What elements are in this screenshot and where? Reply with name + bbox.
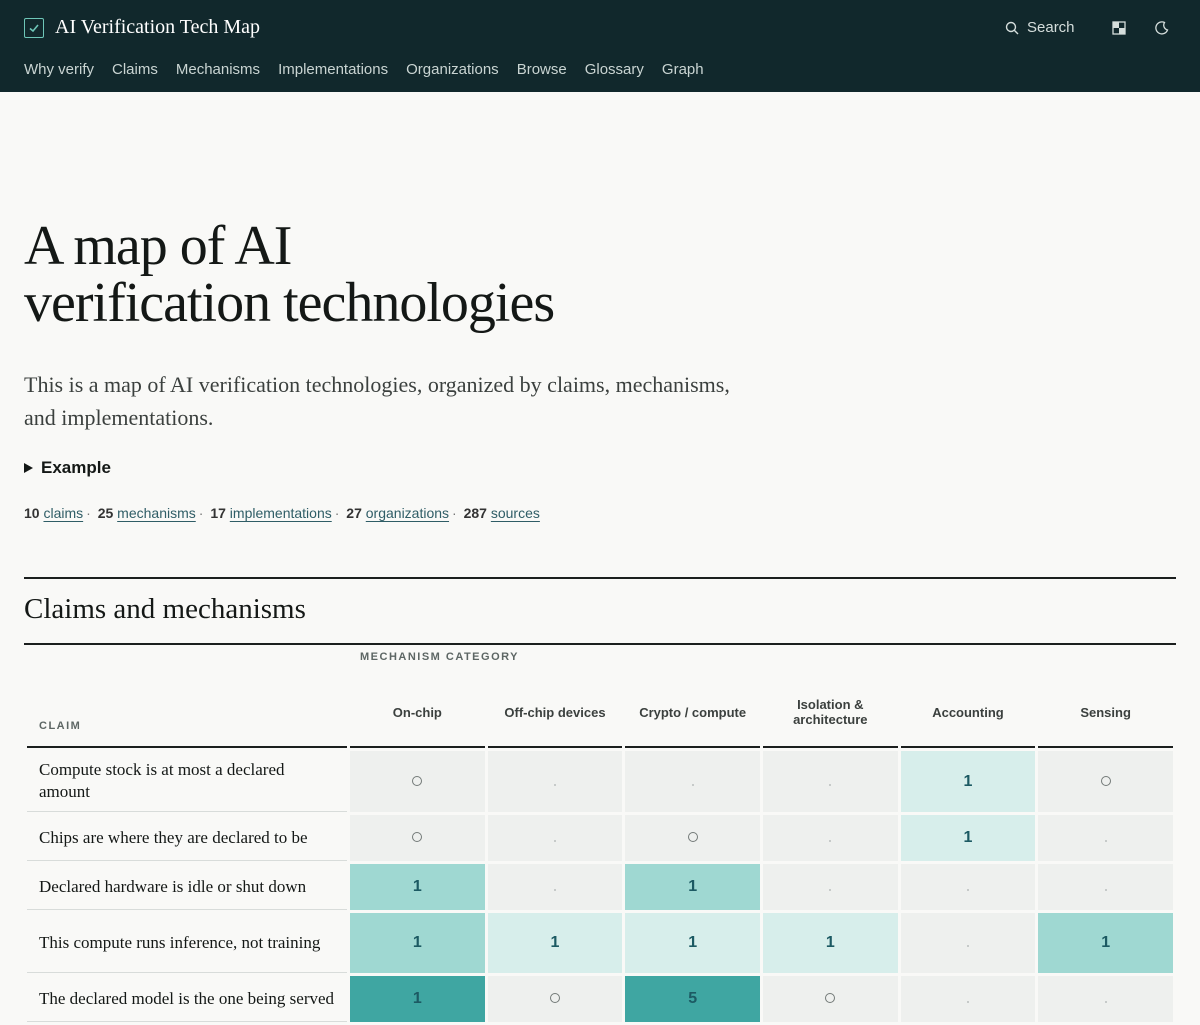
matrix-cell[interactable] [625,751,760,812]
matrix-cell[interactable]: 1 [1038,913,1173,973]
matrix-cell[interactable] [763,864,898,910]
main-content [0,92,1200,1025]
matrix-cell[interactable]: 1 [901,815,1036,861]
column-header-crypto-compute[interactable]: Crypto / compute [625,678,760,748]
empty-dot-icon [829,784,831,786]
stat-link-mechanisms[interactable]: mechanisms [117,505,196,521]
disclosure-triangle-icon [24,463,33,473]
column-header-accounting[interactable]: Accounting [901,678,1036,748]
layout-toggle-button[interactable] [1111,20,1127,36]
example-label: Example [41,458,111,477]
search-label: Search [1027,19,1075,36]
matrix-cell[interactable] [488,976,623,1022]
stat-link-implementations[interactable]: implementations [229,505,332,521]
empty-dot-icon [829,840,831,842]
stat-link-sources[interactable]: sources [490,505,540,521]
matrix-cell[interactable] [488,815,623,861]
matrix-cell[interactable]: 1 [901,751,1036,812]
matrix-cell[interactable]: 1 [350,864,485,910]
empty-dot-icon [1105,889,1107,891]
empty-dot-icon [967,1001,969,1003]
empty-dot-icon [692,784,694,786]
section-rule [24,643,1176,645]
layout-icon [1112,21,1126,35]
empty-dot-icon [967,945,969,947]
claim-column-header: CLAIM [27,678,347,748]
stat-count: 287 [463,505,487,521]
matrix-cell[interactable] [901,864,1036,910]
app-title: AI Verification Tech Map [55,16,261,38]
partial-ring-icon [412,832,422,842]
mechanism-category-label: MECHANISM CATEGORY [360,651,519,663]
nav-implementations[interactable]: Implementations [278,61,389,78]
empty-dot-icon [1105,1001,1107,1003]
claims-mechanisms-section [24,577,1176,1025]
matrix-cell[interactable] [763,751,898,812]
matrix-cell[interactable] [901,976,1036,1022]
search-button[interactable] [1005,19,1075,36]
page-title-line2: verification technologies [24,272,555,334]
search-icon [1005,21,1019,35]
matrix-cell[interactable] [763,815,898,861]
claim-label[interactable]: Declared hardware is idle or shut down [27,864,347,910]
table-row [27,913,1173,973]
matrix-cell[interactable] [350,751,485,812]
column-header-on-chip[interactable]: On-chip [350,678,485,748]
table-row [27,976,1173,1022]
table-row [27,864,1173,910]
matrix-cell[interactable] [1038,864,1173,910]
nav-graph[interactable]: Graph [661,61,704,78]
table-row [27,751,1173,812]
empty-dot-icon [554,784,556,786]
claim-label[interactable]: Compute stock is at most a declared amount [27,751,347,812]
claim-label[interactable]: Chips are where they are declared to be [27,815,347,861]
moon-icon [1155,21,1169,35]
stats-line: 10 claims · 25 mechanisms · 17 implementations · 27 organizations · 287 sources [24,505,540,521]
nav-organizations[interactable]: Organizations [406,61,499,78]
empty-dot-icon [554,889,556,891]
stat-count: 27 [346,505,362,521]
matrix-cell[interactable]: 1 [488,913,623,973]
empty-dot-icon [967,889,969,891]
empty-dot-icon [1105,840,1107,842]
nav-browse[interactable]: Browse [516,61,567,78]
partial-ring-icon [550,993,560,1003]
nav-glossary[interactable]: Glossary [584,61,644,78]
matrix-cell[interactable]: 1 [625,864,760,910]
nav-mechanisms[interactable]: Mechanisms [175,61,261,78]
matrix-cell[interactable]: 1 [350,976,485,1022]
section-title: Claims and mechanisms [24,593,306,625]
matrix-cell[interactable] [1038,976,1173,1022]
matrix-cell[interactable] [1038,815,1173,861]
matrix-cell[interactable]: 1 [625,913,760,973]
column-header-sensing[interactable]: Sensing [1038,678,1173,748]
matrix-cell[interactable] [901,913,1036,973]
example-disclosure[interactable] [24,458,1176,478]
table-row [27,815,1173,861]
partial-ring-icon [688,832,698,842]
matrix-cell[interactable]: 1 [763,913,898,973]
page-title-line1: A map of AI [24,215,292,277]
column-header-isolation-architecture[interactable]: Isolation & architecture [763,678,898,748]
partial-ring-icon [825,993,835,1003]
matrix-cell[interactable]: 5 [625,976,760,1022]
stat-count: 10 [24,505,40,521]
partial-ring-icon [412,776,422,786]
main-nav [24,61,704,78]
stat-link-organizations[interactable]: organizations [365,505,450,521]
matrix-cell[interactable] [488,864,623,910]
nav-why-verify[interactable]: Why verify [24,61,95,78]
checkbox-logo-icon [24,18,44,38]
claim-label[interactable]: The declared model is the one being served [27,976,347,1022]
empty-dot-icon [829,889,831,891]
nav-claims[interactable]: Claims [112,61,158,78]
stat-count: 25 [97,505,114,521]
dark-mode-button[interactable] [1154,20,1170,36]
intro-text: This is a map of AI verification technologies, organized by claims, mechanisms, and implementations. [24,372,730,430]
claim-label[interactable]: This compute runs inference, not training [27,913,347,973]
matrix-cell[interactable] [488,751,623,812]
matrix-body [27,751,1173,1022]
page-title [24,92,1176,332]
column-header-off-chip-devices[interactable]: Off-chip devices [488,678,623,748]
top-bar [0,0,1200,92]
partial-ring-icon [1101,776,1111,786]
matrix-cell[interactable] [625,815,760,861]
stat-count: 17 [210,505,226,521]
claims-matrix [24,675,1176,1025]
matrix-cell[interactable]: 1 [350,913,485,973]
brand[interactable] [24,16,260,39]
stat-link-claims[interactable]: claims [43,505,84,521]
empty-dot-icon [554,840,556,842]
matrix-cell[interactable] [763,976,898,1022]
matrix-cell[interactable] [350,815,485,861]
matrix-cell[interactable] [1038,751,1173,812]
